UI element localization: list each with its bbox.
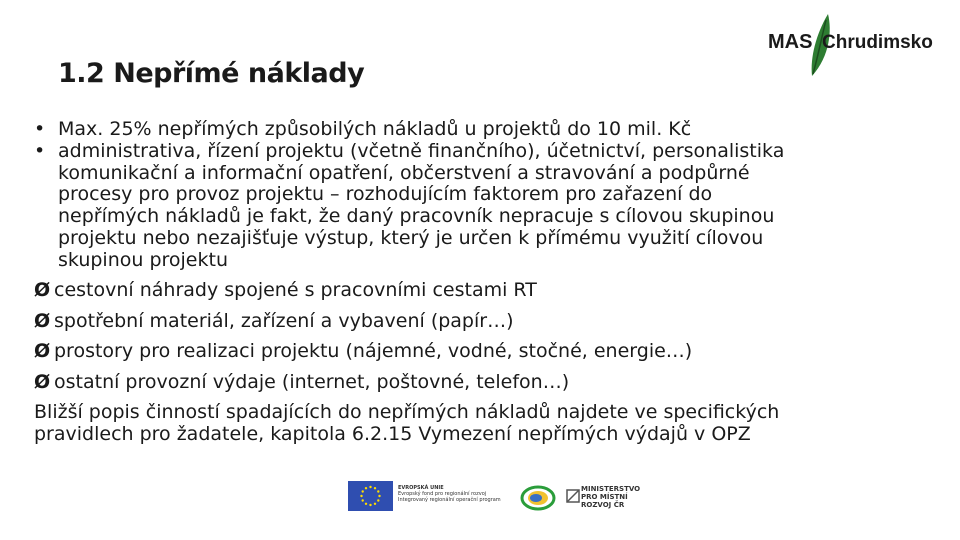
eu-flag-icon [348,481,393,511]
arrow-item-text: prostory pro realizaci projektu (nájemné, vodné, stočné, energie…) [54,340,693,363]
closing-line: pravidlech pro žadatele, kapitola 6.2.15 Vymezení nepřímých výdajů v OPZ [34,423,751,445]
arrow-bullet-icon: Ø [34,340,51,363]
arrow-bullet-icon: Ø [34,279,51,302]
eu-line: Integrovaný regionální operační program [398,497,501,503]
bullet-line: administrativa, řízení projektu (včetně finančního), účetnictví, personalistika [58,139,785,162]
arrow-bullet-icon: Ø [34,370,51,393]
ministry-line: MINISTERSTVO [581,485,641,493]
eu-program-text [398,485,501,503]
logo-name-text: Chrudimsko [822,32,933,53]
closing-paragraph [34,402,914,446]
arrow-item-text: ostatní provozní výdaje (internet, poštovné, telefon…) [54,370,570,393]
logo-mas-text: MAS [768,31,813,53]
page-title: 1.2 Nepřímé náklady [58,58,365,89]
bullet-item-2 [34,141,914,272]
eu-line: Evropský fond pro regionální rozvoj [398,491,487,497]
irop-logo-icon [520,484,556,512]
bullet-line: skupinou projektu [58,248,228,271]
arrow-item-2 [34,311,914,333]
ministry-line: ROZVOJ ČR [581,501,625,509]
bullet-marker: • [34,139,46,162]
arrow-item-3 [34,341,914,363]
bullet-line: procesy pro provoz projektu – rozhodujícím faktorem pro zařazení do [58,183,713,206]
closing-line: Bližší popis činností spadajících do nepřímých nákladů najdete ve specifických [34,401,780,424]
arrow-item-text: cestovní náhrady spojené s pracovními cestami RT [54,279,537,302]
bullet-item-1 [34,119,914,141]
mas-logo-graphic [766,10,933,84]
slide-body [34,119,914,446]
bullet-line: projektu nebo nezajišťuje výstup, který je určen k přímému využití cílovou [58,226,764,249]
bullet-text: Max. 25% nepřímých způsobilých nákladů u projektů do 10 mil. Kč [58,118,692,140]
bullet-line: komunikační a informační opatření, občerstvení a stravování a podpůrné [58,161,750,184]
ministry-line: PRO MÍSTNÍ [581,493,628,501]
ministry-logo-icon [566,488,580,502]
mas-chrudimsko-logo [766,10,933,84]
arrow-item-1 [34,280,914,302]
bullet-line: nepřímých nákladů je fakt, že daný pracovník nepracuje s cílovou skupinou [58,205,775,228]
eu-line: EVROPSKÁ UNIE [398,485,444,491]
arrow-bullet-icon: Ø [34,309,51,332]
ministry-text [581,485,640,509]
arrow-item-4 [34,372,914,394]
funding-logos [348,481,658,515]
arrow-item-text: spotřební materiál, zařízení a vybavení (papír…) [54,309,514,332]
bullet-marker: • [34,118,46,140]
